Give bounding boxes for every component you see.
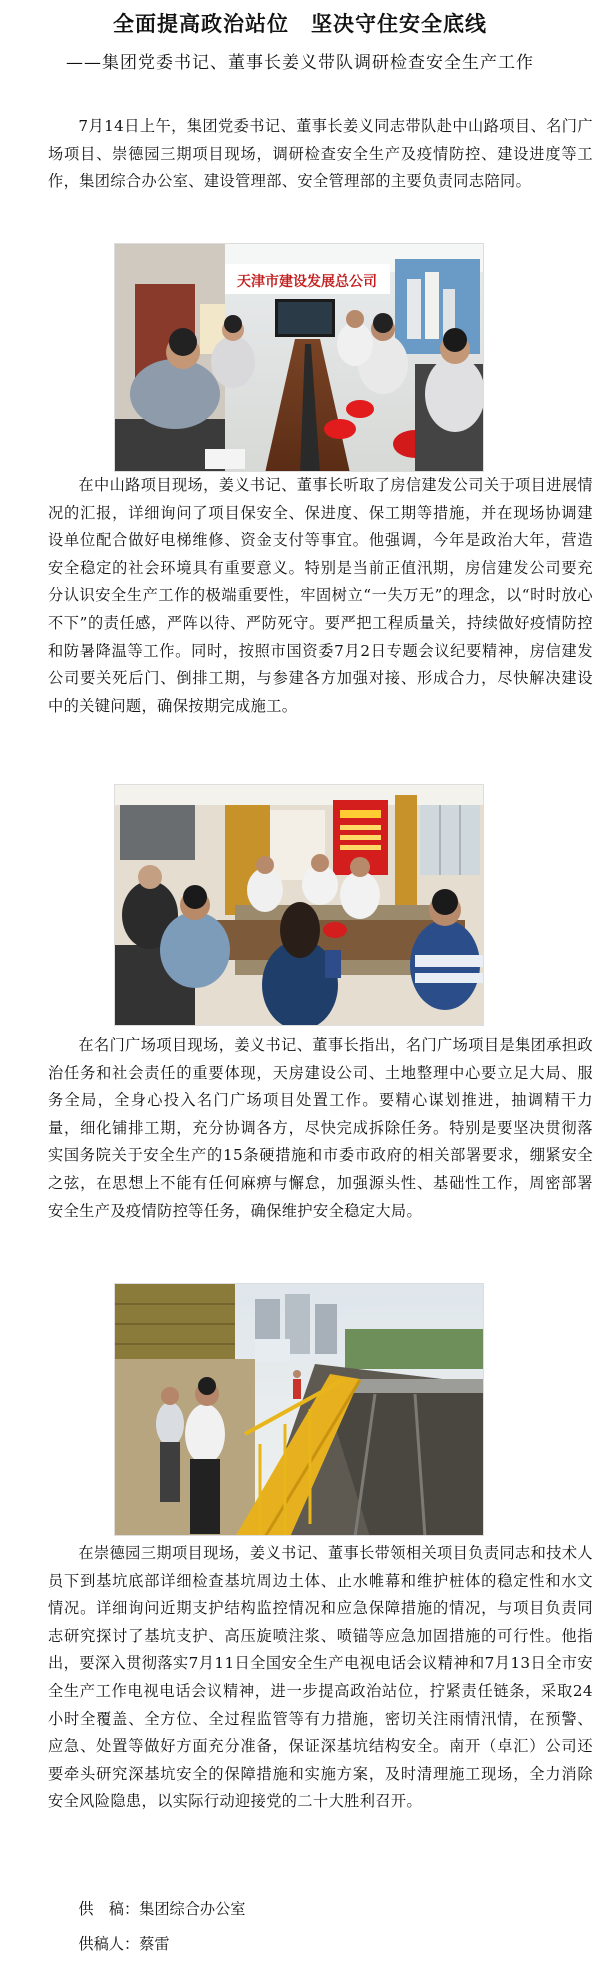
paragraph-zhongshan: 在中山路项目现场，姜义书记、董事长听取了房信建发公司关于项目进展情况的汇报，详细询问了项目保安全、保进度、保工期等措施，并在现场协调建设单位配合做好电梯维修、资金支付等事宜。他强调，今年是政治大年，营造安全稳定的社会环境具有重要意义。特别是当前正值汛期，房信建发公司要充分认识安全生产工作的极端重要性，牢固树立“一失万无”的理念，以“时时放心不下”的责任感，严阵以待、严防死守。要严把工程质量关，持续做好疫情防控和防暑降温等工作。同时，按照市国资委7月2日专题会议纪要精神，房信建发公司要关死后门、倒排工期，与参建各方加强对接、形成合力，尽快解决建设中的关键问题，确保按期完成施工。 — [48, 476, 593, 715]
source-label: 供 稿： — [78, 1900, 140, 1918]
source-value: 集团综合办公室 — [139, 1900, 246, 1918]
source-line — [48, 1896, 588, 1923]
paragraph-chongdeyuan: 在崇德园三期项目现场，姜义书记、董事长带领相关项目负责同志和技术人员下到基坑底部详细检查基坑周边土体、止水帷幕和维护桩体的稳定性和水文情况。详细询问近期支护结构监控情况和应急保障措施的情况，与项目负责同志研究探讨了基坑支护、高压旋喷注浆、喷锚等应急加固措施的可行性。他指出，要深入贯彻落实7月11日全国安全生产电视电话会议精神和7月13日全市安全生产工作电视电话会议精神，进一步提高政治站位，拧紧责任链条，采取24小时全覆盖、全方位、全过程监管等有力措施，密切关注雨情汛情，在预警、应急、处置等做好方面充分准备，保证深基坑结构安全。南开（卓汇）公司还要牵头研究深基坑安全的保障措施和实施方案，及时清理施工现场，全力消除安全风险隐患，以实际行动迎接党的二十大胜利召开。 — [48, 1544, 593, 1811]
construction-photo — [114, 1283, 484, 1536]
paragraph-mingmen: 在名门广场项目现场，姜义书记、董事长指出，名门广场项目是集团承担政治任务和社会责任的重要体现，天房建设公司、土地整理中心要立足大局、服务全局，全身心投入名门广场项目处置工作。要精心谋划推进，抽调精干力量，细化铺排工期，充分协调各方，尽快完成拆除任务。特别是要坚决贯彻落实国务院关于安全生产的15条硬措施和市委市政府的相关部署要求，绷紧安全之弦，在思想上不能有任何麻痹与懈怠，加强源头性、基础性工作，周密部署安全生产及疫情防控等任务，确保维护安全稳定大局。 — [48, 1036, 593, 1220]
meeting-photo-1 — [114, 243, 484, 472]
author-label: 供稿人： — [78, 1935, 140, 1953]
author-line — [48, 1931, 588, 1958]
meeting-photo-2 — [114, 784, 484, 1026]
article-subtitle: ——集团党委书记、董事长姜义带队调研检查安全生产工作 — [66, 53, 534, 73]
author-value: 蔡雷 — [139, 1935, 170, 1953]
article-title: 全面提高政治站位 坚决守住安全底线 — [113, 11, 487, 36]
paragraph-intro: 7月14日上午，集团党委书记、董事长姜义同志带队赴中山路项目、名门广场项目、崇德园三期项目现场，调研检查安全生产及疫情防控、建设进度等工作，集团综合办公室、建设管理部、安全管理部的主要负责同志陪同。 — [48, 117, 593, 191]
company-sign-text: 天津市建设发展总公司 — [237, 274, 377, 290]
